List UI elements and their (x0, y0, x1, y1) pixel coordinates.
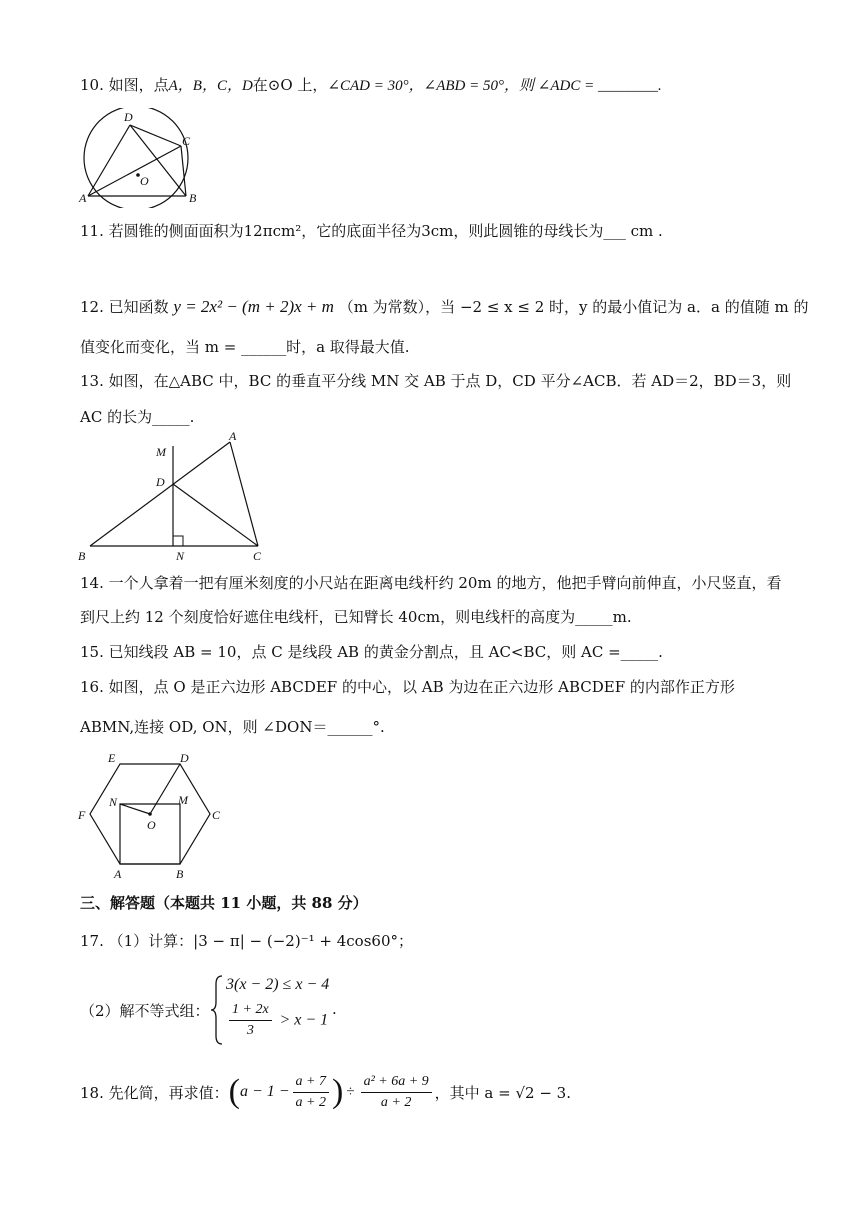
q13-label-a: A (229, 429, 237, 443)
q17-ineq1: 3(x − 2) ≤ x − 4 (226, 976, 330, 993)
q16-label-a: A (114, 867, 122, 880)
q13-label-n: N (176, 549, 185, 563)
q18-div: ÷ (346, 1083, 355, 1100)
q10-prefix: 10. 如图，点 (80, 76, 169, 94)
q18-prefix: 18. 先化简，再求值： (80, 1083, 229, 1102)
section3-title: 三、解答题（本题共 11 小题，共 88 分） (80, 894, 368, 912)
q18-suffix: ，其中 a = √2 − 3. (434, 1083, 571, 1102)
q16-label-b: B (176, 867, 184, 880)
q13-label-c: C (253, 549, 262, 563)
q14-line2: 到尺上约 12 个刻度恰好遮住电线杆，已知臂长 40cm，则电线杆的高度为_____m. (80, 608, 632, 626)
q10-figure (78, 108, 203, 208)
q16-label-f: F (78, 808, 86, 822)
q10-cond1: ∠CAD = 30°， (327, 78, 424, 94)
q16-line2: ABMN,连接 OD, ON，则 ∠DON＝______°. (80, 718, 385, 736)
q18-f2-den: a + 2 (380, 1094, 412, 1110)
q10-label-o: O (140, 174, 149, 188)
q15-text: 15. 已知线段 AB = 10，点 C 是线段 AB 的黄金分割点，且 AC<BC，则 AC =_____. (80, 643, 663, 661)
q14-line1: 14. 一个人拿着一把有厘米刻度的小尺站在距离电线杆约 20m 的地方，他把手臂向前伸直，小尺竖直，看 (80, 574, 782, 592)
q17-ineq2-rhs: > x − 1 (279, 1011, 329, 1029)
q18-text (80, 1068, 571, 1116)
q17-ineq2-den: 3 (246, 1023, 254, 1038)
q16-figure (76, 748, 236, 880)
q16-label-n: N (109, 795, 118, 809)
q17-ineq2-num: 1 + 2x (229, 1000, 272, 1021)
q10-label-a: A (79, 191, 87, 205)
q11-text: 11. 若圆锥的侧面面积为12πcm²，它的底面半径为3cm，则此圆锥的母线长为___ cm . (80, 222, 663, 240)
q18-f1-num: a + 7 (293, 1072, 329, 1093)
q10-label-b: B (189, 191, 197, 205)
q17-part1: 17. （1）计算：|3 − π| − (−2)⁻¹ + 4cos60°； (80, 932, 413, 950)
q13-label-d: D (156, 475, 165, 489)
q13-figure (76, 428, 276, 564)
q10-text (80, 74, 662, 97)
q10-points: A，B，C，D (168, 78, 253, 94)
q18-expr-a: a − 1 − (239, 1083, 290, 1100)
q10-on-circle: 在⊙O 上， (252, 76, 328, 94)
q12-line2: 值变化而变化，当 m = ______时，a 取得最大值. (80, 338, 410, 356)
q12-function: y = 2x² − (m + 2)x + m (173, 297, 334, 316)
q13-label-b: B (78, 549, 86, 563)
q12-condition: （m 为常数），当 −2 ≤ x ≤ 2 时，y 的最小值记为 a．a 的值随 m 的 (338, 298, 809, 316)
q17-part2-label: （2）解不等式组： (80, 1002, 210, 1020)
q16-label-o: O (147, 818, 156, 832)
q18-f2-num: a² + 6a + 9 (361, 1072, 432, 1093)
q18-paren-open: ( (228, 1073, 240, 1110)
q17-end: . (332, 1000, 337, 1018)
q16-label-c: C (212, 808, 221, 822)
q10-cond2: ∠ABD = 50°， (423, 78, 519, 94)
q16-label-d: D (180, 751, 189, 765)
q18-f1-den: a + 2 (295, 1094, 326, 1110)
q13-line2: AC 的长为_____. (80, 408, 195, 426)
q12-line1 (80, 296, 808, 318)
q13-line1: 13. 如图，在△ABC 中，BC 的垂直平分线 MN 交 AB 于点 D，CD 平分∠ACB．若 AD＝2，BD＝3，则 (80, 372, 792, 390)
q10-label-d: D (124, 110, 133, 124)
q18-paren-close: ) (332, 1073, 344, 1110)
q13-label-m: M (156, 445, 166, 459)
q10-ask: 则 ∠ADC = ________. (519, 78, 662, 94)
q10-label-c: C (182, 134, 191, 148)
q16-label-m: M (178, 793, 188, 807)
q17-ineq2 (226, 1000, 328, 1041)
q17-brace (210, 974, 224, 1046)
q12-prefix: 12. 已知函数 (80, 298, 169, 316)
q16-label-e: E (108, 751, 116, 765)
q16-line1: 16. 如图，点 O 是正六边形 ABCDEF 的中心，以 AB 为边在正六边形 ABCDEF 的内部作正方形 (80, 678, 735, 696)
q17-part2 (80, 972, 420, 1048)
